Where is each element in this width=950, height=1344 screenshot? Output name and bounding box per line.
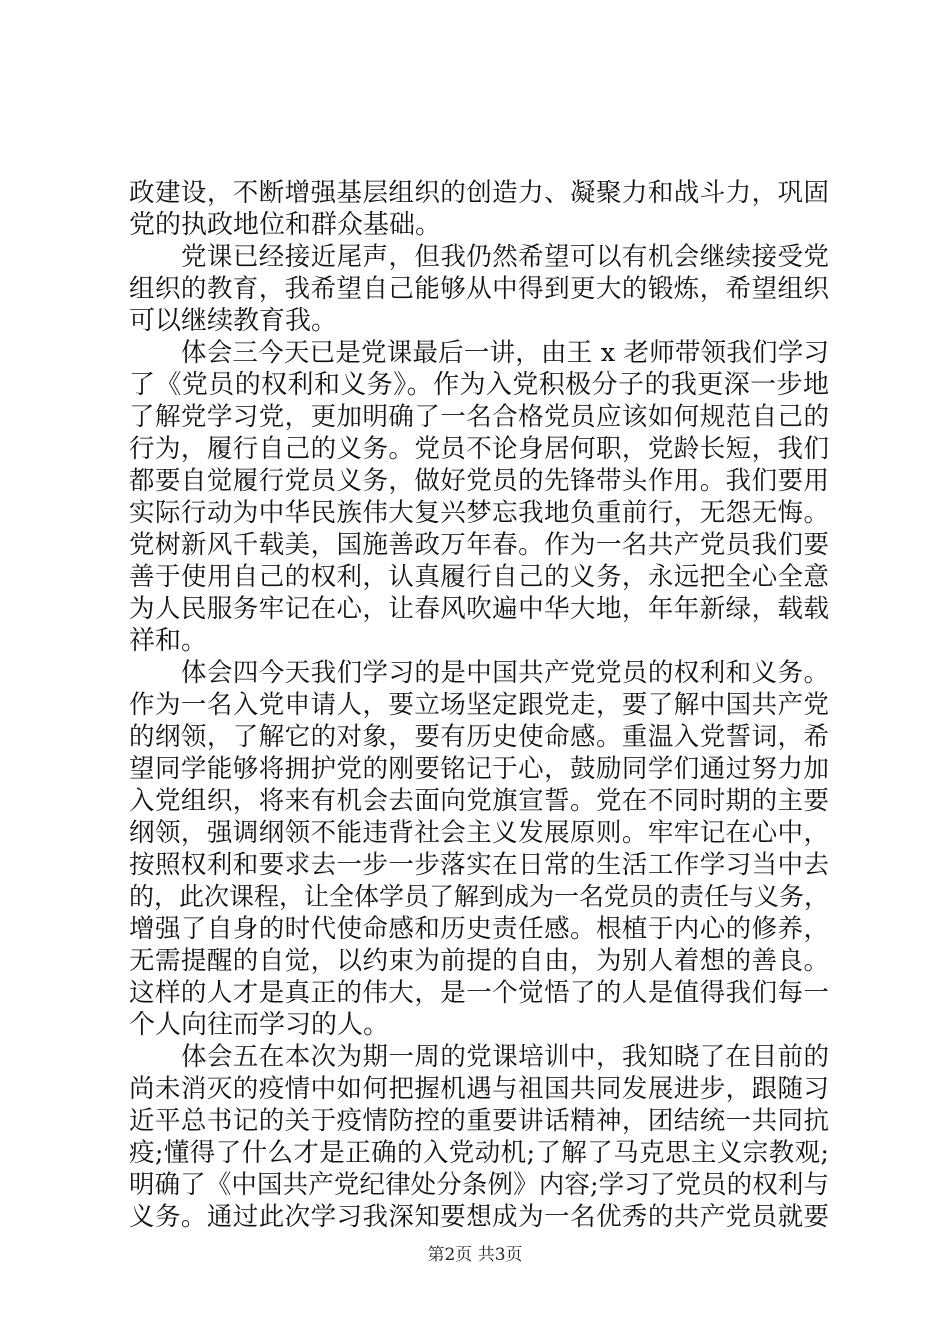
text-line: 近平总书记的关于疫情防控的重要讲话精神，团结统一共同抗 [129,1106,829,1136]
text-line: 实际行动为中华民族伟大复兴梦忘我地负重前行，无怨无悔。 [129,498,829,528]
text-line: 纲领，强调纲领不能违背社会主义发展原则。牢牢记在心中， [129,818,829,848]
text-line: 党课已经接近尾声，但我仍然希望可以有机会继续接受党 [181,242,829,272]
text-line: 疫;懂得了什么才是正确的入党动机;了解了马克思主义宗教观; [129,1138,829,1168]
text-line: 按照权利和要求去一步一步落实在日常的生活工作学习当中去 [129,850,829,880]
text-line: 体会三今天已是党课最后一讲，由王 x 老师带领我们学习 [181,338,829,368]
text-line: 了《党员的权利和义务》。作为入党积极分子的我更深一步地 [129,370,829,400]
text-line: 明确了《中国共产党纪律处分条例》内容;学习了党员的权利与 [129,1170,829,1200]
text-line: 都要自觉履行党员义务，做好党员的先锋带头作用。我们要用 [129,466,829,496]
text-line: 尚未消灭的疫情中如何把握机遇与祖国共同发展进步，跟随习 [129,1074,829,1104]
page-footer: 第2页 共3页 [427,1245,523,1265]
text-line: 党树新风千载美，国施善政万年春。作为一名共产党员我们要 [129,530,829,560]
text-line: 党的执政地位和群众基础。 [129,210,442,240]
text-line: 入党组织，将来有机会去面向党旗宣誓。党在不同时期的主要 [129,786,829,816]
text-line: 为人民服务牢记在心，让春风吹遍中华大地，年年新绿，载载 [129,594,829,624]
text-line: 这样的人才是真正的伟大，是一个觉悟了的人是值得我们每一 [129,978,829,1008]
text-line: 了解党学习党，更加明确了一名合格党员应该如何规范自己的 [129,402,829,432]
text-line: 祥和。 [129,626,208,656]
text-line: 个人向往而学习的人。 [129,1010,390,1040]
text-line: 善于使用自己的权利，认真履行自己的义务，永远把全心全意 [129,562,829,592]
text-line: 义务。通过此次学习我深知要想成为一名优秀的共产党员就要 [129,1202,829,1232]
text-line: 体会五在本次为期一周的党课培训中，我知晓了在目前的 [181,1042,829,1072]
body-text [129,177,829,1233]
text-line: 行为，履行自己的义务。党员不论身居何职，党龄长短，我们 [129,434,829,464]
text-line: 组织的教育，我希望自己能够从中得到更大的锻炼，希望组织 [129,274,829,304]
text-line: 政建设，不断增强基层组织的创造力、凝聚力和战斗力，巩固 [129,178,829,208]
text-line: 体会四今天我们学习的是中国共产党党员的权利和义务。 [181,658,829,688]
text-line: 作为一名入党申请人，要立场坚定跟党走，要了解中国共产党 [129,690,829,720]
text-line: 可以继续教育我。 [129,306,338,336]
text-line: 增强了自身的时代使命感和历史责任感。根植于内心的修养， [129,914,829,944]
text-line: 的纲领，了解它的对象，要有历史使命感。重温入党誓词，希 [129,722,829,752]
text-line: 的，此次课程，让全体学员了解到成为一名党员的责任与义务， [129,882,830,911]
text-line: 望同学能够将拥护党的刚要铭记于心，鼓励同学们通过努力加 [129,754,829,784]
text-line: 无需提醒的自觉，以约束为前提的自由，为别人着想的善良。 [129,946,829,976]
